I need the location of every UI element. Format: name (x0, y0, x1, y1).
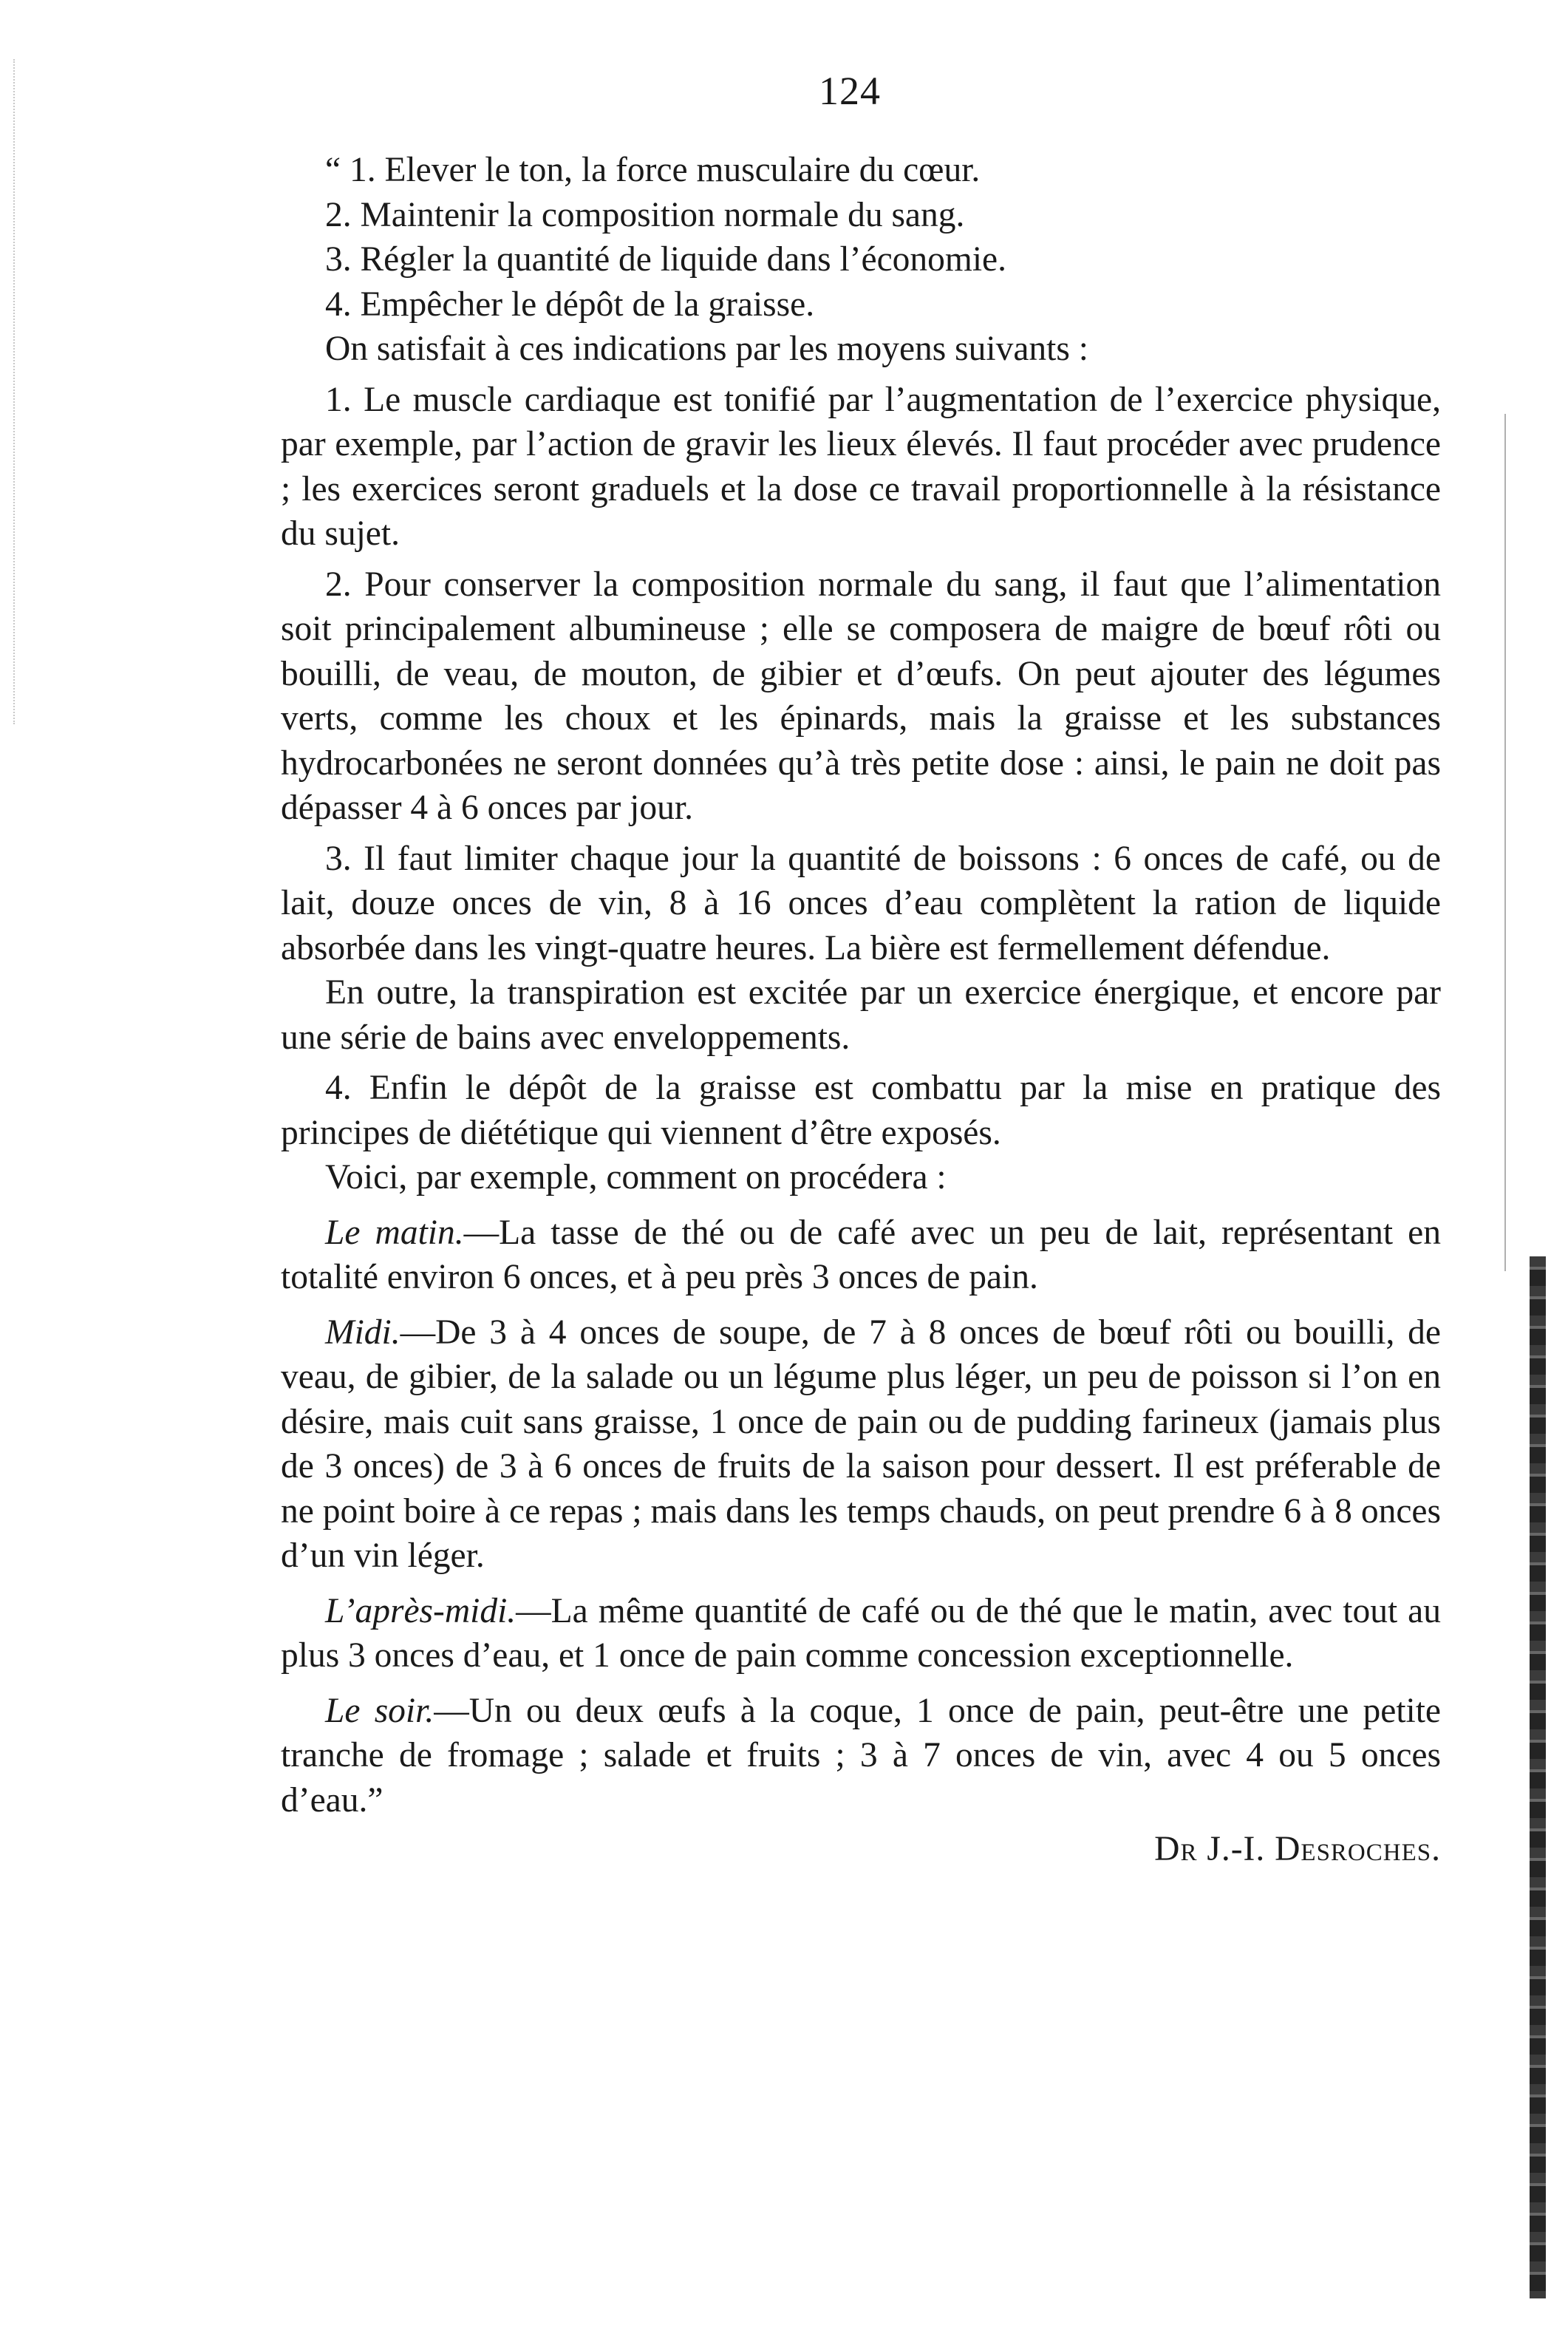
paragraph-4: 4. Enfin le dépôt de la graisse est combattu par la mise en pratique des principes de diététique qui viennent d’être exposés. (281, 1069, 1441, 1152)
paragraph-3: 3. Il faut limiter chaque jour la quantité de boissons : 6 onces de café, ou de lait, douze onces de vin, 8 à 16 onces d’eau complètent la ration de liquide absorbée dans les vingt-quatre heures. La bière est fermellement défendue. (281, 839, 1441, 967)
page-number: 124 (819, 69, 881, 113)
meal-noon-heading: Midi. (325, 1313, 400, 1352)
meal-noon-text: —De 3 à 4 onces de soupe, de 7 à 8 onces de bœuf rôti ou bouilli, de veau, de gibier, de la salade ou un légume plus léger, un peu de poisson si l’on en désire, mais cuit sans graisse, 1 once de pain ou de pudding farineux (jamais plus de 3 onces) de 3 à 6 onces de fruits de la saison pour dessert. Il est préferable de ne point boire à ce repas ; mais dans les temps chauds, on peut prendre 6 à 8 onces d’un vin léger. (281, 1313, 1441, 1575)
meal-morning-heading: Le matin. (325, 1213, 464, 1252)
meal-morning-text: —La tasse de thé ou de café avec un peu de lait, représentant en totalité environ 6 onces, et à peu près 3 onces de pain. (281, 1213, 1441, 1296)
meal-afternoon (281, 1589, 1441, 1678)
paragraph-2: 2. Pour conserver la composition normale du sang, il faut que l’alimentation soit principalement albumineuse ; elle se composera de maigre de bœuf rôti ou bouilli, de veau, de mouton, de gibier et d’œufs. On peut ajouter des légumes verts, comme les choux et les épinards, mais la graisse et les substances hydrocarbonées ne seront données qu’à très petite dose : ainsi, le pain ne doit pas dépasser 4 à 6 onces par jour. (281, 565, 1441, 827)
author-signature: Dr J.-I. Desroches. (1154, 1830, 1441, 1868)
meal-afternoon-text: —La même quantité de café ou de thé que le matin, avec tout au plus 3 onces d’eau, et 1 once de pain comme concession exceptionnelle. (281, 1591, 1441, 1675)
paragraph-3b: En outre, la transpiration est excitée par un exercice énergique, et encore par une série de bains avec enveloppements. (281, 973, 1441, 1057)
scan-edge-artifact-right-thin (1504, 414, 1506, 1271)
scan-edge-artifact-left (13, 59, 33, 724)
meal-noon (281, 1310, 1441, 1579)
example-intro: Voici, par exemple, comment on procédera : (325, 1158, 947, 1197)
meal-evening (281, 1689, 1441, 1823)
indication-2: 2. Maintenir la composition normale du sang. (325, 195, 965, 234)
paragraph-1: 1. Le muscle cardiaque est tonifié par l’augmentation de l’exercice physique, par exemple, par l’action de gravir les lieux élevés. Il faut procéder avec prudence ; les exercices seront graduels et la dose ce travail proportionnelle à la résistance du sujet. (281, 380, 1441, 553)
meal-afternoon-heading: L’après-midi. (325, 1591, 517, 1630)
meal-evening-text: —Un ou deux œufs à la coque, 1 once de pain, peut-être une petite tranche de fromage ; salade et fruits ; 3 à 7 onces de vin, avec 4 ou 5 onces d’eau.” (281, 1691, 1441, 1820)
meal-morning (281, 1211, 1441, 1300)
indication-3: 3. Régler la quantité de liquide dans l’économie. (325, 240, 1007, 279)
intro-paragraph: On satisfait à ces indications par les moyens suivants : (325, 330, 1088, 368)
scan-edge-artifact-right (1530, 1256, 1546, 2298)
document-body (281, 148, 1441, 1872)
indication-1: “ 1. Elever le ton, la force musculaire du cœur. (325, 151, 981, 189)
meal-evening-heading: Le soir. (325, 1691, 434, 1730)
indication-4: 4. Empêcher le dépôt de la graisse. (325, 285, 815, 324)
